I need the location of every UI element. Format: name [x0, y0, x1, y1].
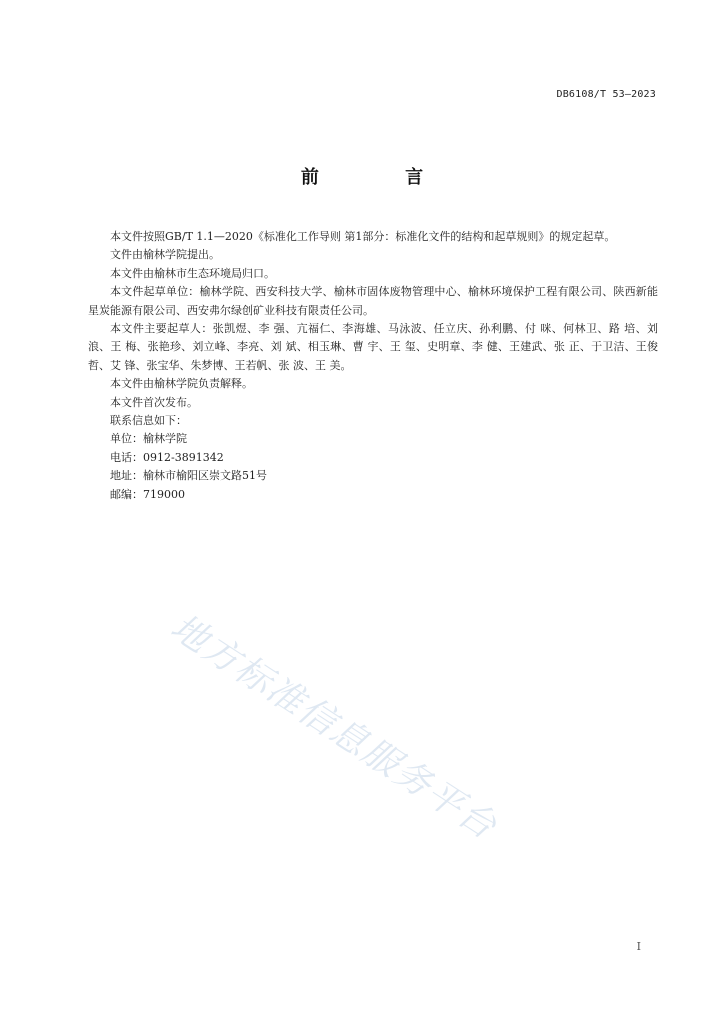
document-code: DB6108/T 53—2023 [556, 89, 656, 100]
foreword-body [88, 228, 658, 504]
contact-unit: 单位：榆林学院 [110, 432, 187, 446]
paragraph-standard-basis: 本文件按照GB/T 1.1—2020《标准化工作导则 第1部分：标准化文件的结构和起草规则》的规定起草。 [110, 230, 616, 243]
contact-heading: 联系信息如下： [110, 414, 187, 428]
paragraph-interpretation: 本文件由榆林学院负责解释。 [110, 377, 253, 391]
page-number: I [636, 940, 641, 953]
contact-postcode: 邮编：719000 [110, 487, 185, 501]
watermark [163, 600, 610, 849]
contact-phone: 电话：0912-3891342 [110, 450, 224, 464]
paragraph-first-release: 本文件首次发布。 [110, 395, 198, 409]
paragraph-drafting-units: 本文件起草单位：榆林学院、西安科技大学、榆林市固体废物管理中心、榆林环境保护工程有限公司、陕西新能星炭能源有限公司、西安弗尔绿创矿业科技有限责任公司。 [88, 285, 658, 317]
contact-address: 地址：榆林市榆阳区崇文路51号 [110, 469, 267, 483]
page-title: 前 言 [300, 167, 464, 188]
paragraph-drafters: 本文件主要起草人：张凯煜、李 强、亢福仁、李海雄、马泳波、任立庆、孙利鹏、付 咪、何林卫、路 培、刘浪、王 梅、张艳珍、刘立峰、李亮、刘 斌、相玉琳、曹 宇、王 玺、史明章、李 健、王建武、张 正、于卫洁、王俊哲、艾 锋、张宝华、朱梦博、王若帆、张 波、王 美。 [88, 322, 658, 372]
paragraph-proposer: 文件由榆林学院提出。 [110, 248, 220, 262]
watermark-text: 地方标准信息服务平台 [163, 606, 505, 849]
paragraph-administrator: 本文件由榆林市生态环境局归口。 [110, 266, 275, 280]
